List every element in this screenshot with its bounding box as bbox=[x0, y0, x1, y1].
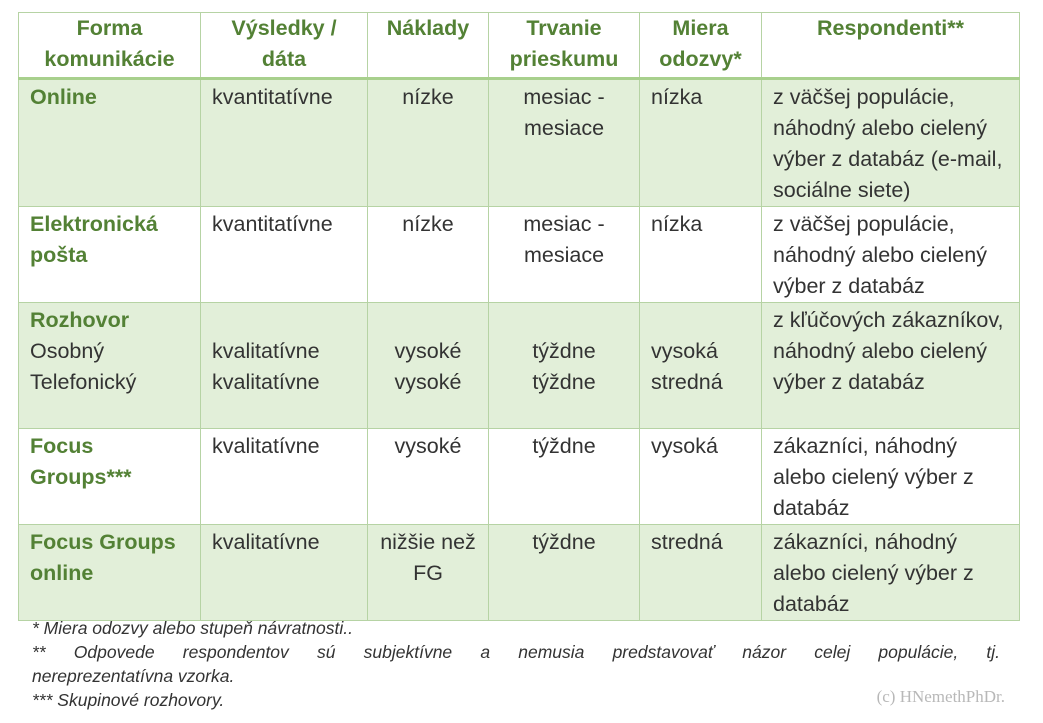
cell-naklady: vysoké bbox=[368, 429, 489, 525]
cell-respondenti: zákazníci, náhodný alebo cielený výber z databáz bbox=[762, 429, 1020, 525]
cell-trvanie: týždne bbox=[489, 525, 640, 621]
cell-naklady: nízke bbox=[368, 79, 489, 207]
cell-respondenti: z väčšej populácie, náhodný alebo cielený výber z databáz bbox=[762, 207, 1020, 303]
footnote-respondents: ** Odpovede respondentov sú subjektívne a nemusia predstavovať názor celej populácie, tj. bbox=[32, 642, 1000, 662]
header-naklady: Náklady bbox=[368, 13, 489, 79]
cell-forma: Focus Groups online bbox=[19, 525, 201, 621]
table-header-row bbox=[19, 13, 1020, 79]
cell-forma: Online bbox=[19, 79, 201, 207]
cell-vysledky: kvalitatívne bbox=[201, 429, 368, 525]
cell-trvanie: týždne bbox=[489, 429, 640, 525]
copyright-watermark: (c) HNemethPhDr. bbox=[876, 687, 1005, 706]
cell-trvanie: mesiac - mesiace bbox=[489, 207, 640, 303]
cell-miera: nízka bbox=[640, 207, 762, 303]
cell-naklady: nižšie než FG bbox=[368, 525, 489, 621]
cell-respondenti: zákazníci, náhodný alebo cielený výber z databáz bbox=[762, 525, 1020, 621]
cell-miera: nízka bbox=[640, 79, 762, 207]
header-trvanie: Trvanie prieskumu bbox=[489, 13, 640, 79]
cell-vysledky: kvantitatívne bbox=[201, 79, 368, 207]
cell-naklady bbox=[368, 303, 489, 429]
footnote-respondents-cont: nereprezentatívna vzorka. bbox=[32, 666, 235, 686]
cell-miera bbox=[640, 303, 762, 429]
cell-trvanie bbox=[489, 303, 640, 429]
table-row bbox=[19, 207, 1020, 303]
cell-naklady: nízke bbox=[368, 207, 489, 303]
cell-vysledky bbox=[201, 303, 368, 429]
footnotes bbox=[32, 616, 1000, 712]
cell-miera: vysoká bbox=[640, 429, 762, 525]
trvanie-osobny: týždne bbox=[532, 339, 596, 363]
header-forma: Forma komunikácie bbox=[19, 13, 201, 79]
vysledky-telefonicky: kvalitatívne bbox=[212, 370, 320, 394]
cell-forma bbox=[19, 303, 201, 429]
cell-trvanie: mesiac - mesiace bbox=[489, 79, 640, 207]
header-vysledky: Výsledky / dáta bbox=[201, 13, 368, 79]
forma-sub-telefonicky: Telefonický bbox=[30, 370, 137, 394]
table-row bbox=[19, 429, 1020, 525]
vysledky-osobny: kvalitatívne bbox=[212, 339, 320, 363]
table-row bbox=[19, 79, 1020, 207]
miera-osobny: vysoká bbox=[651, 339, 718, 363]
naklady-telefonicky: vysoké bbox=[394, 370, 462, 394]
header-respondenti: Respondenti** bbox=[762, 13, 1020, 79]
header-miera: Miera odozvy* bbox=[640, 13, 762, 79]
survey-methods-table bbox=[18, 12, 1020, 621]
footnote-response-rate: * Miera odozvy alebo stupeň návratnosti.. bbox=[32, 618, 354, 638]
trvanie-telefonicky: týždne bbox=[532, 370, 596, 394]
cell-forma: Focus Groups*** bbox=[19, 429, 201, 525]
cell-vysledky: kvantitatívne bbox=[201, 207, 368, 303]
forma-sub-osobny: Osobný bbox=[30, 339, 105, 363]
cell-vysledky: kvalitatívne bbox=[201, 525, 368, 621]
forma-label: Rozhovor bbox=[30, 308, 130, 332]
table-row bbox=[19, 525, 1020, 621]
cell-forma: Elektronická pošta bbox=[19, 207, 201, 303]
cell-miera: stredná bbox=[640, 525, 762, 621]
table-row bbox=[19, 303, 1020, 429]
miera-telefonicky: stredná bbox=[651, 370, 723, 394]
cell-respondenti: z kľúčových zákazníkov, náhodný alebo cielený výber z databáz bbox=[762, 303, 1020, 429]
footnote-focus-groups: *** Skupinové rozhovory. bbox=[32, 690, 225, 710]
naklady-osobny: vysoké bbox=[394, 339, 462, 363]
cell-respondenti: z väčšej populácie, náhodný alebo cielený výber z databáz (e-mail, sociálne siete) bbox=[762, 79, 1020, 207]
